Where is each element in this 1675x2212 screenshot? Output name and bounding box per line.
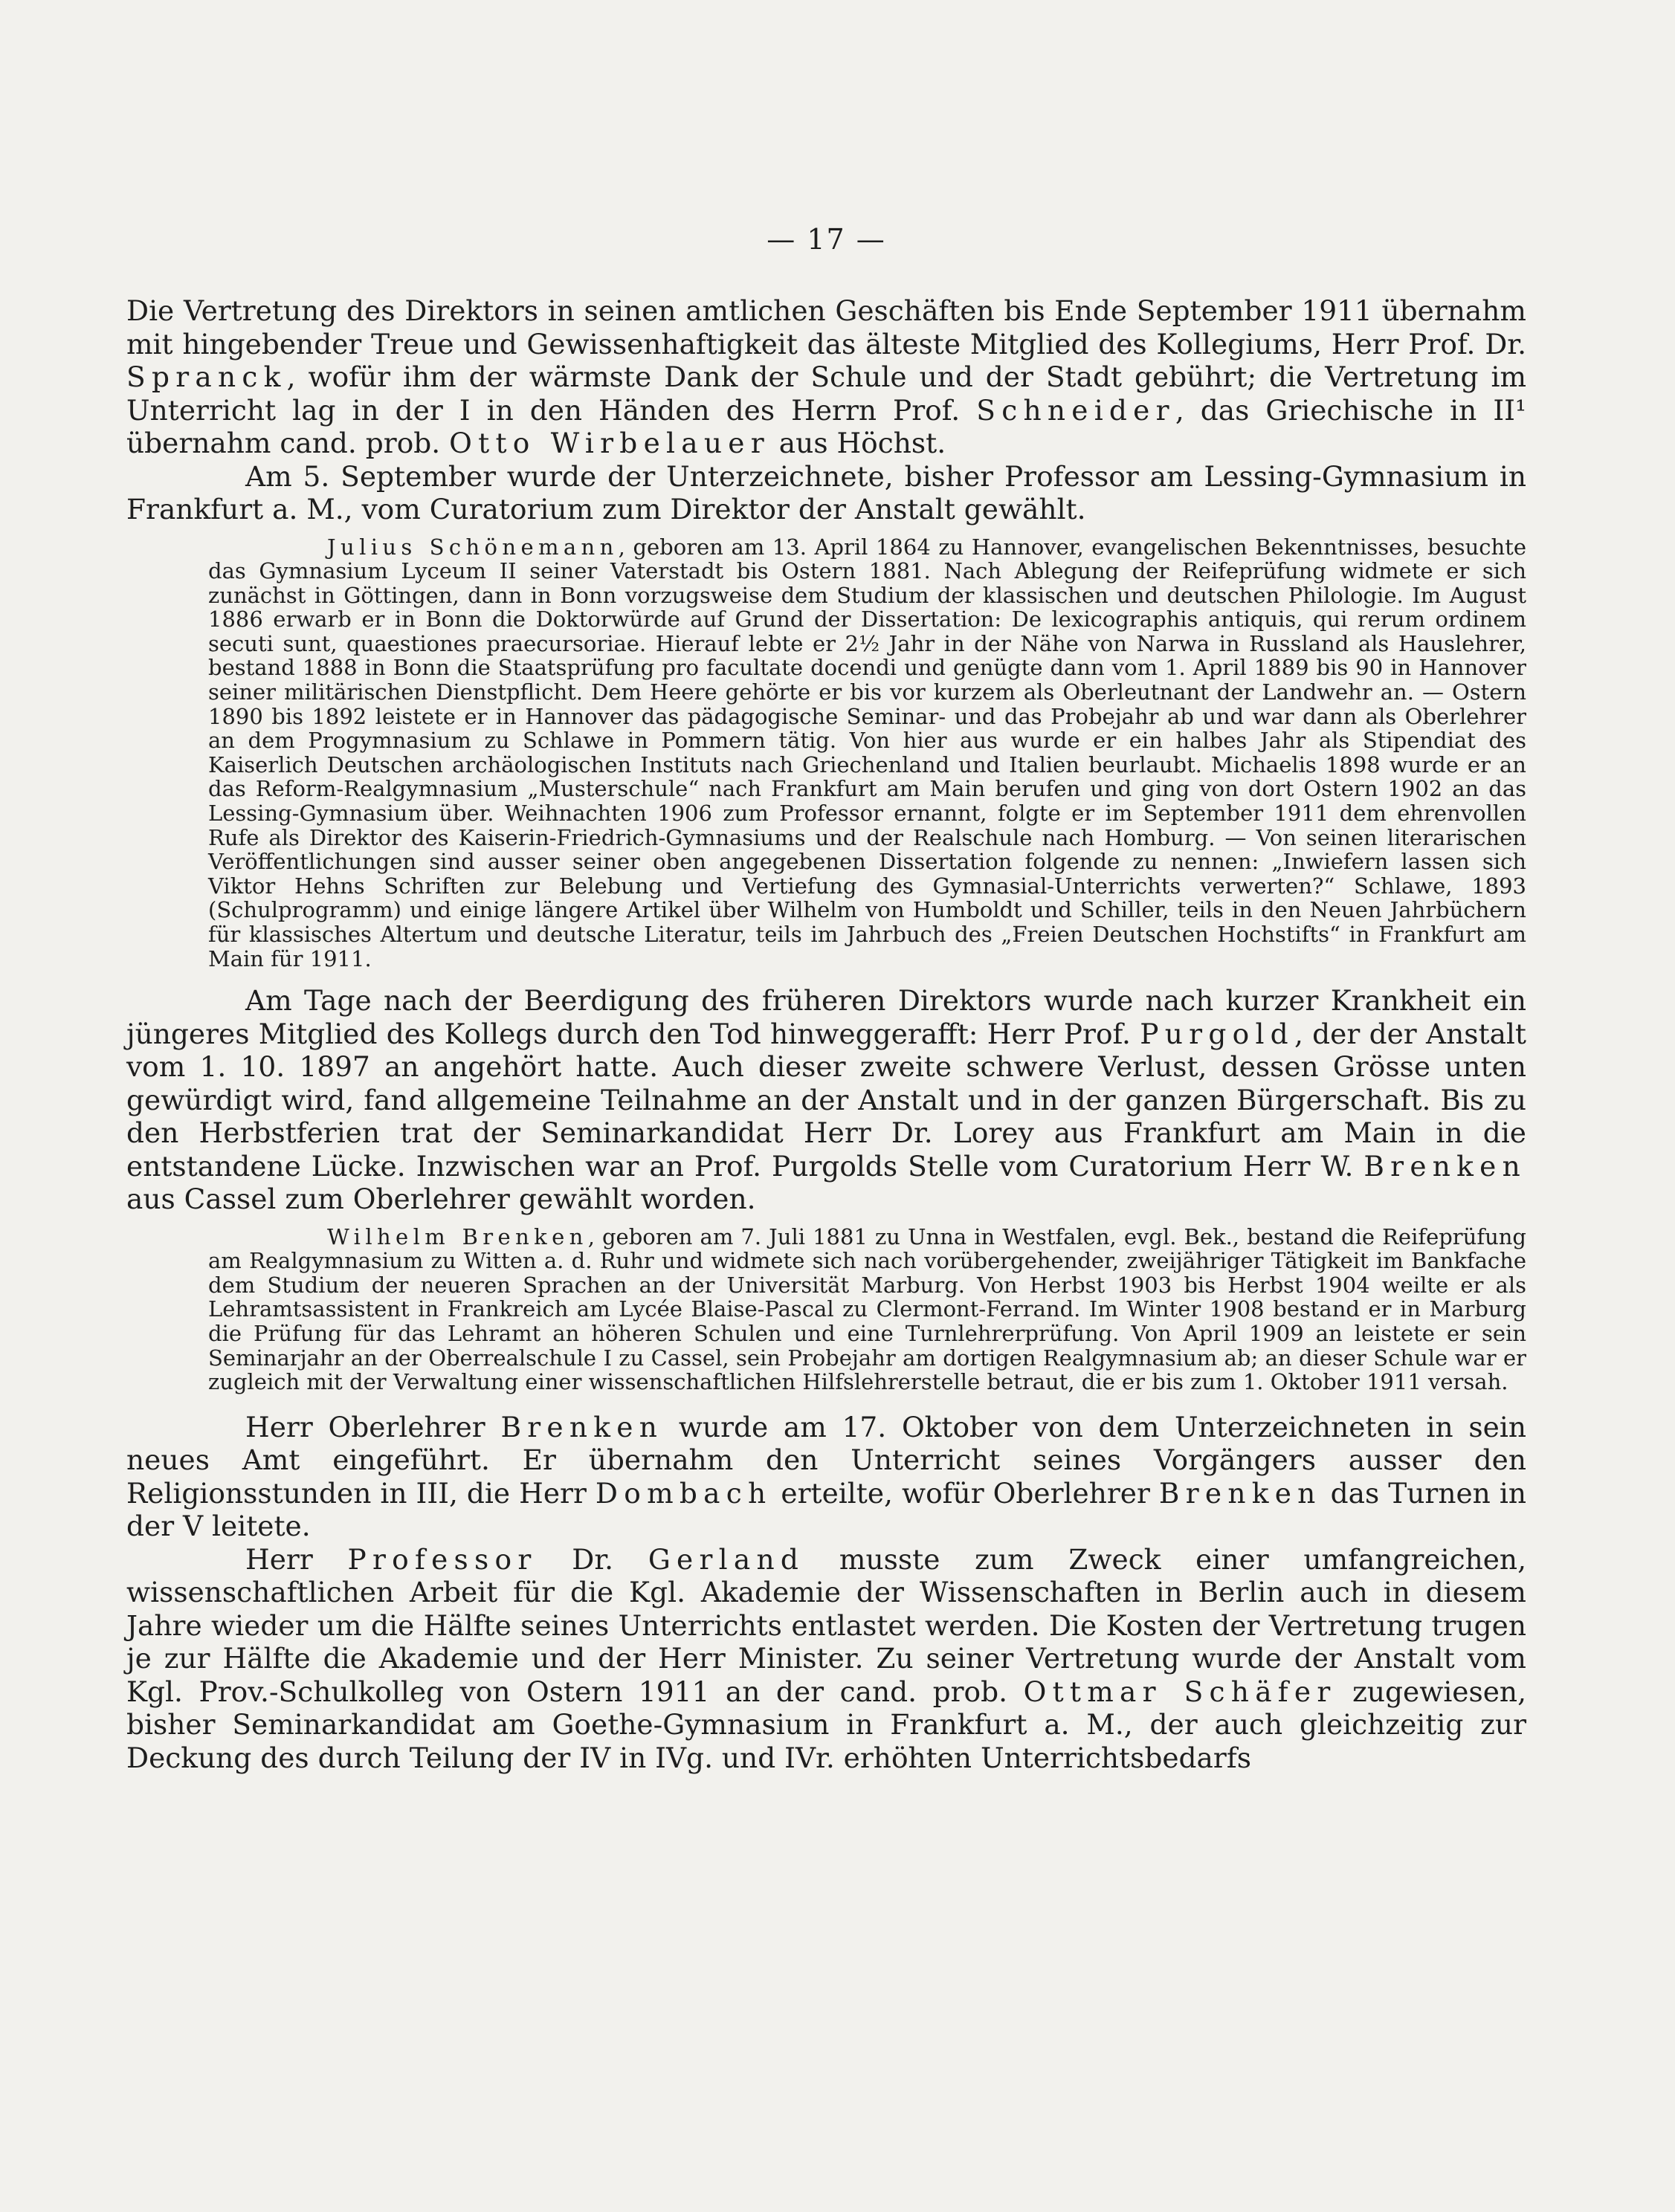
text: , geboren am 13. April 1864 zu Hannover, evangelischen Bekenntnisses, besuchte das Gymnasium Lyceum II seiner Vaterstadt bis Ostern 1881. Nach Ablegung der Reifeprüfung widmete er sich zunächst in Göttingen, dann in Bonn vorzugsweise dem Studium der klassischen und deutschen Philologie. Im August 1886 erwarb er in Bonn die Doktorwürde auf Grund der Dissertation: De lexicographis antiquis, qui rerum ordinem secuti sunt, quaestiones praecursoriae. Hierauf lebte er 2½ Jahr in der Nähe von Narwa in Russland als Hauslehrer, bestand 1888 in Bonn die Staatsprüfung pro facultate docendi und genügte dann vom 1. April 1889 bis 90 in Hannover seiner militärischen Dienstpflicht. Dem Heere gehörte er bis vor kurzem als Oberleutnant der Landwehr an. — Ostern 1890 bis 1892 leistete er in Hannover das pädagogische Seminar- und das Probejahr ab und war dann als Oberlehrer an dem Progymnasium zu Schlawe in Pommern tätig. Von hier aus wurde er ein halbes Jahr als Stipendiat des Kaiserlich Deutschen archäologischen Instituts nach Griechenland und Italien beurlaubt. Michaelis 1898 wurde er an das Reform-Realgymnasium „Musterschule“ nach Frankfurt am Main berufen und ging von dort Ostern 1902 an das Lessing-Gymnasium über. Weihnachten 1906 zum Professor ernannt, folgte er im September 1911 dem ehrenvollen Rufe als Direktor des Kaiserin-Friedrich-Gymnasiums und der Realschule nach Homburg. — Von seinen literarischen Veröffentlichungen sind ausser seiner oben angegebenen Dissertation folgende zu nennen: „Inwiefern lassen sich Viktor Hehns Schriften zur Belebung und Vertiefung des Gymnasial-Unterrichts verwerten?“ Schlawe, 1893 (Schulprogramm) und einige längere Artikel über Wilhelm von Humboldt und Schiller, teils in den Neuen Jahrbüchern für klassisches Altertum und deutsche Literatur, teils im Jahrbuch des „Freien Deutschen Hochstifts“ in Frankfurt am Main für 1911. — [208, 534, 1526, 971]
text: das Turnen in der V leitete. — [126, 1476, 1526, 1543]
text: wurde am 17. Oktober von dem Unterzeichneten in sein neues Amt eingeführt. Er übernahm den Unterricht seines Vorgängers ausser den Religionsstunden in III, die Herr — [126, 1410, 1526, 1510]
person-name: Ottmar Schäfer — [1023, 1675, 1337, 1708]
person-name: Purgold — [1140, 1017, 1294, 1050]
paragraph-vertretung — [126, 294, 1526, 460]
text: Herr — [245, 1542, 348, 1576]
text: , der der Anstalt vom 1. 10. 1897 an angehört hatte. Auch dieser zweite schwere Verlust, dessen Grösse unten gewürdigt wird, fand allgemeine Teilnahme an der Anstalt und in der ganzen Bürgerschaft. Bis zu den Herbstferien trat der Seminarkandidat Herr Dr. Lorey aus Frankfurt am Main in die entstandene Lücke. Inzwischen war an Prof. Purgolds Stelle vom Curatorium Herr W. — [126, 1017, 1526, 1183]
person-name: Dombach — [595, 1476, 772, 1510]
text: aus Höchst. — [769, 427, 946, 459]
text: Herr Oberlehrer — [245, 1410, 501, 1443]
biography-brenken — [208, 1225, 1526, 1394]
text: , geboren am 7. Juli 1881 zu Unna in Westfalen, evgl. Bek., bestand die Reifeprüfung am Realgymnasium zu Witten a. d. Ruhr und widmete sich nach vorübergehender, zweijähriger Tätigkeit im Bankfache dem Studium der neueren Sprachen an der Universität Marburg. Von Herbst 1903 bis Herbst 1904 weilte er als Lehramtsassistent in Frankreich am Lycée Blaise-Pascal zu Clermont-Ferrand. Im Winter 1908 bestand er in Marburg die Prüfung für das Lehramt an höheren Schulen und eine Turnlehrerprüfung. Von April 1909 an leistete er sein Seminarjahr an der Oberrealschule I zu Cassel, sein Probejahr am dortigen Realgymnasium ab; an dieser Schule war er zugleich mit der Verwaltung einer wissenschaftlichen Hilfslehrerstelle betraut, die er bis zum 1. Oktober 1911 versah. — [208, 1223, 1526, 1395]
paragraph-purgold — [126, 984, 1526, 1216]
person-name: Wilhelm Brenken — [327, 1223, 588, 1249]
text: Die Vertretung des Direktors in seinen amtlichen Geschäften bis Ende September 1911 übernahm mit hingebender Treue und Gewissenhaftigkeit das älteste Mitglied des Kollegiums, Herr Prof. Dr. — [126, 294, 1526, 360]
text: , wofür ihm der wärmste Dank der Schule und der Stadt gebührt; die Vertretung im Unterricht lag in der I in den Händen des Herrn Prof. — [126, 360, 1526, 427]
paragraph-gerland — [126, 1543, 1526, 1775]
page-number: — 17 — — [767, 223, 886, 256]
person-name: Spranck — [126, 360, 287, 393]
person-name: Gerland — [648, 1542, 805, 1576]
text: aus Cassel zum Oberlehrer gewählt worden. — [126, 1183, 756, 1216]
paragraph-brenken-einfuehrung — [126, 1411, 1526, 1543]
text: erteilte, wofür Oberlehrer — [772, 1476, 1159, 1510]
person-name: Brenken — [1158, 1476, 1322, 1510]
person-title: Professor — [347, 1542, 538, 1576]
paragraph-direktor-wahl: Am 5. September wurde der Unterzeichnete, bisher Professor am Lessing-Gymnasium in Frankfurt a. M., vom Curatorium zum Direktor der Anstalt gewählt. — [126, 459, 1526, 525]
person-name: Brenken — [500, 1410, 664, 1443]
text: Dr. — [537, 1542, 648, 1576]
person-name: Brenken — [1363, 1149, 1526, 1183]
text: zugewiesen, bisher Seminarkandidat am Goethe-Gymnasium in Frankfurt a. M., der auch gleichzeitig zur Deckung des durch Teilung der IV in IVg. und IVr. erhöhten Unterrichtsbedarfs — [126, 1675, 1527, 1774]
text: Am Tage nach der Beerdigung des früheren Direktors wurde nach kurzer Krankheit ein jüngeres Mitglied des Kollegs durch den Tod hinweggerafft: Herr Prof. — [126, 984, 1526, 1050]
text: musste zum Zweck einer umfangreichen, wissenschaftlichen Arbeit für die Kgl. Akademie der Wissenschaften in Berlin auch in diesem Jahre wieder um die Hälfte seines Unterrichts entlastet werden. Die Kosten der Vertretung trugen je zur Hälfte die Akademie und der Herr Minister. Zu seiner Vertretung wurde der Anstalt vom Kgl. Prov.-Schulkolleg von Ostern 1911 an der cand. prob. — [126, 1542, 1526, 1708]
person-name: Schneider — [976, 393, 1175, 427]
biography-schoenemann — [208, 535, 1526, 971]
person-name: Otto Wirbelauer — [449, 427, 770, 459]
text: , das Griechische in II¹ übernahm cand. prob. — [126, 393, 1526, 459]
person-name: Julius Schönemann — [327, 534, 619, 560]
